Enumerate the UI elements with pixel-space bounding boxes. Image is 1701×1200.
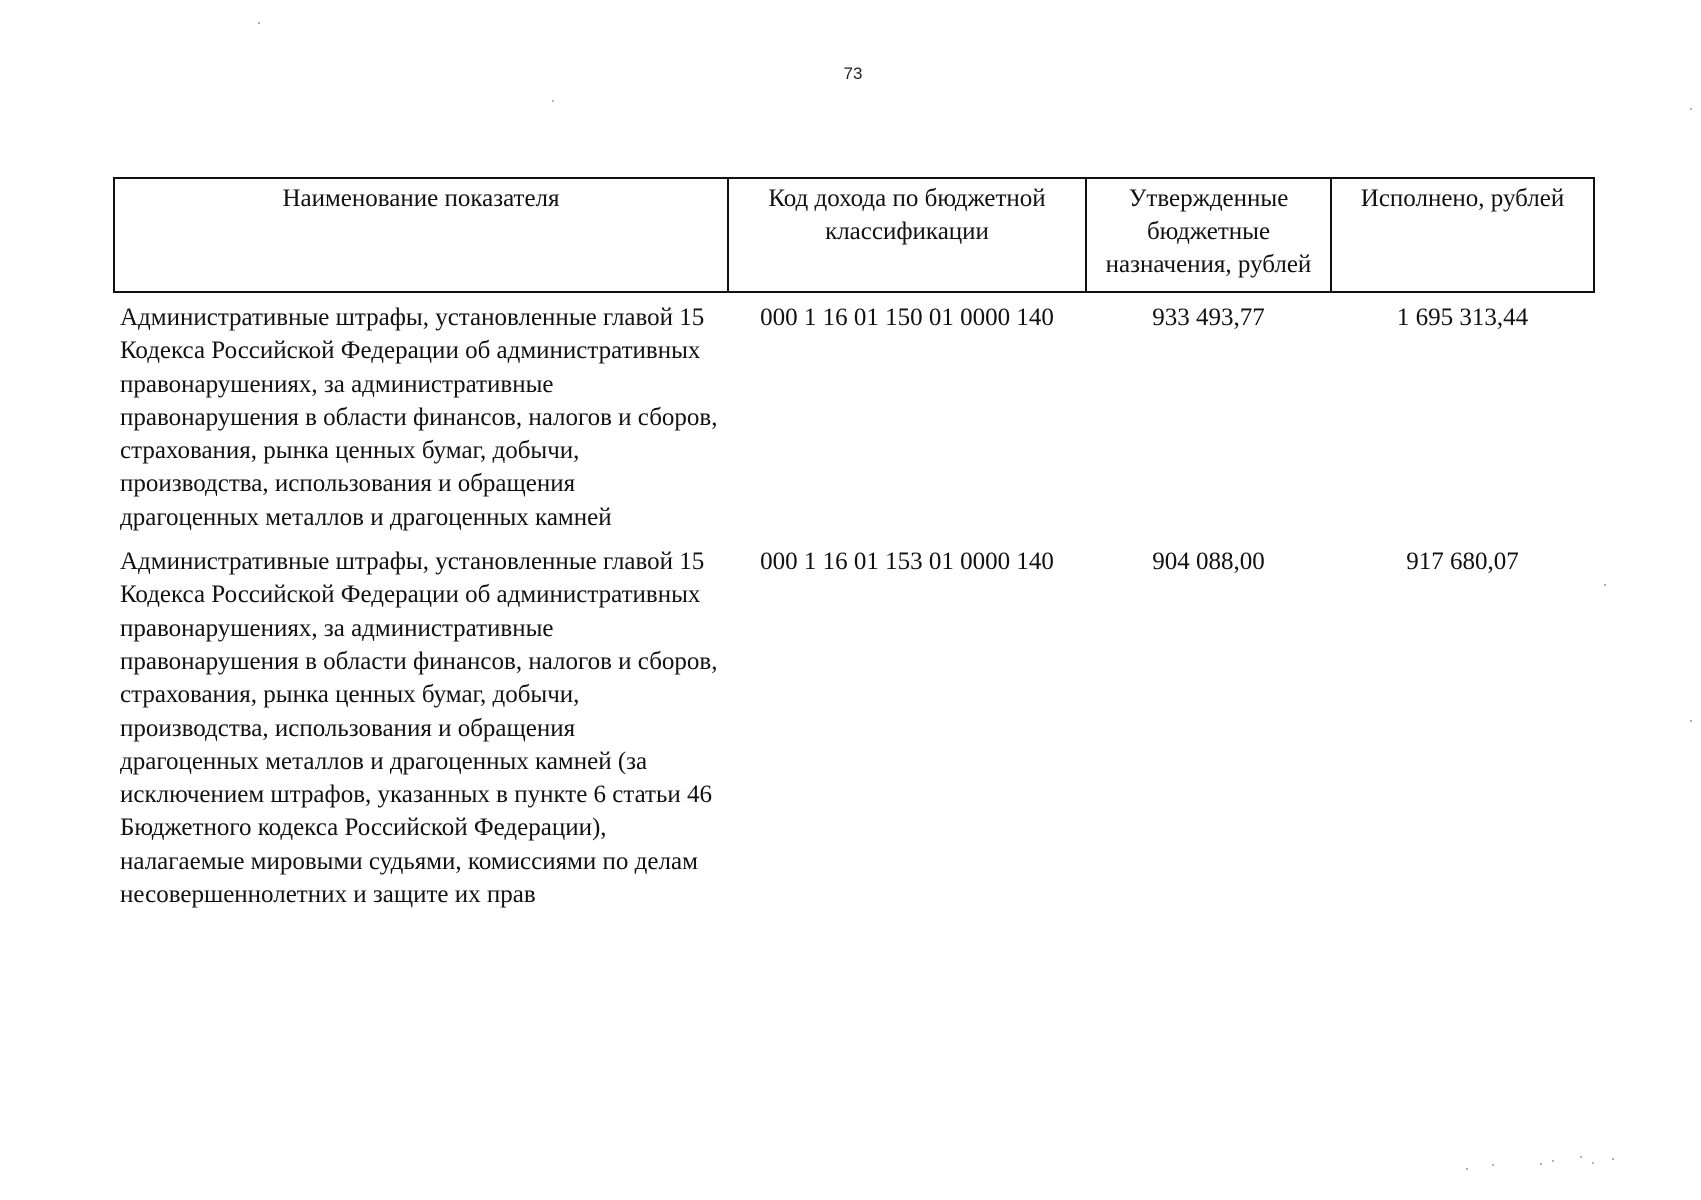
scan-speck [1466,1168,1468,1170]
scan-speck [258,22,260,24]
scan-speck [1690,720,1692,722]
scan-speck [1540,1163,1542,1165]
header-indicator-name: Наименование показателя [114,178,728,292]
scan-speck [1580,1156,1582,1158]
row-approved-amount: 904 088,00 [1152,548,1265,576]
scan-speck [1690,108,1692,110]
scan-speck [1612,1158,1614,1160]
header-revenue-code: Код дохода по бюджетной классификации [728,178,1086,292]
scan-speck [552,100,554,102]
header-row [114,178,1594,292]
row-revenue-code: 000 1 16 01 153 01 0000 140 [760,548,1054,576]
header-approved-amount: Утвержденные бюджетные назначения, рублей [1086,178,1331,292]
scan-speck [1592,1162,1594,1164]
scan-speck [1492,1164,1494,1166]
table-body [114,292,1594,911]
page-number: 73 [843,64,863,83]
revenue-table [113,177,1595,911]
table-row [114,292,1594,534]
header-executed-amount: Исполнено, рублей [1331,178,1594,292]
table-row [114,534,1594,911]
row-indicator-name: Административные штрафы, установленные главой 15 Кодекса Российской Федерации об административных правонарушениях, за административные правонарушения в области финансов, налогов и сборов, страхования, рынка ценных бумаг, добычи, производства, использования и обращения драгоценных металлов и драгоценных камней [120,304,718,531]
row-executed-amount: 917 680,07 [1406,548,1519,576]
scan-speck [1552,1160,1554,1162]
row-indicator-name: Административные штрафы, установленные главой 15 Кодекса Российской Федерации об административных правонарушениях, за административные правонарушения в области финансов, налогов и сборов, страхования, рынка ценных бумаг, добычи, производства, использования и обращения драгоценных металлов и драгоценных камней (за исключением штрафов, указанных в пункте 6 статьи 46 Бюджетного кодекса Российской Федерации), налагаемые мировыми судьями, комиссиями по делам несовершеннолетних и защите их прав [120,548,718,909]
row-approved-amount: 933 493,77 [1152,304,1265,331]
table-header [114,178,1594,292]
row-executed-amount: 1 695 313,44 [1396,304,1529,331]
row-revenue-code: 000 1 16 01 150 01 0000 140 [760,304,1054,331]
scan-speck [1604,584,1606,586]
